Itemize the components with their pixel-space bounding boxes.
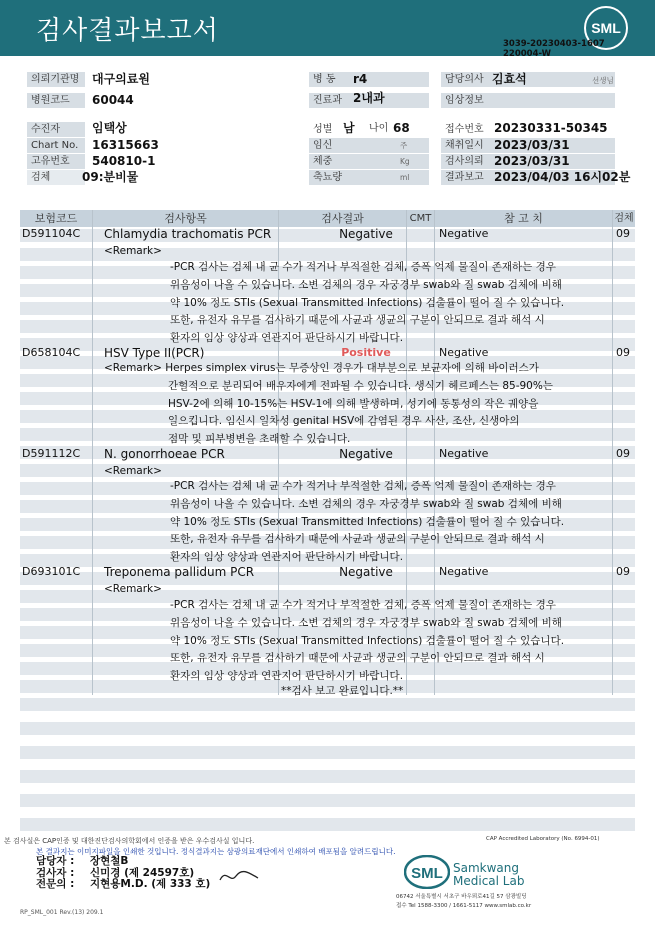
doctor-label: 담당의사: [441, 72, 615, 87]
remark-line: 약 10% 정도 STIs (Sexual Transmitted Infections) 검출률이 떨어 질 수 있습니다.: [170, 515, 565, 528]
row2-result-positive: Positive: [341, 346, 391, 359]
print-notice: 본 결과지는 이미지파일을 인쇄한 것입니다. 정식결과지는 삼광의료재단에서 인쇄하여 배포됨을 알려드립니다.: [36, 847, 396, 856]
company-contact: 접수 Tel 1588-3300 / 1661-5117 www.smlab.co.kr: [396, 903, 532, 909]
manager-role: 담당자 :: [36, 855, 75, 867]
remark-line: <Remark> Herpes simplex virus는 무증상인 경우가 대부분으로 보균자에 의해 바이러스가: [104, 362, 539, 374]
department-label: 진료과: [309, 93, 429, 108]
row3-specimen: 09: [616, 447, 630, 460]
remark-line: 또한, 유전자 유무를 검사하기 때문에 사균과 생균의 구분이 안되므로 결과 해석 시: [170, 652, 545, 665]
row-stripe: [20, 818, 635, 831]
request-date-label: 검사의뢰: [441, 154, 615, 169]
sex-value: 남: [343, 121, 355, 135]
sml-company-logo-icon: [404, 855, 450, 889]
age-label: 나이: [369, 123, 389, 134]
chart-no-label: Chart No.: [27, 138, 85, 153]
remark-line: 간헐적으로 분리되어 배우자에게 전파될 수 있습니다. 생식기 헤르페스는 85-90%는: [168, 379, 553, 392]
remark-line: 위음성이 나올 수 있습니다. 소변 검체의 경우 자궁경부 swab와 질 swab 검체에 비해: [170, 497, 562, 510]
row2-reference: Negative: [439, 346, 489, 359]
row4-specimen: 09: [616, 565, 630, 578]
row3-reference: Negative: [439, 447, 489, 460]
examiner-name: 신미경 (제 24597호): [90, 866, 195, 879]
row3-remark: [170, 478, 564, 567]
col-result: 검사결과: [279, 210, 406, 227]
row-stripe: [20, 770, 635, 783]
row1-remark: [170, 259, 564, 348]
pregnancy-unit: 주: [400, 141, 408, 150]
receipt-no-label: 접수번호: [441, 122, 615, 137]
signatures: [36, 856, 210, 891]
institution-label: 의뢰기관명: [27, 72, 85, 87]
patient-name-label: 수진자: [27, 122, 85, 137]
form-code: RP_SML_001 Rev.(13) 209.1: [20, 909, 104, 916]
receipt-no-value: 20230331-50345: [494, 121, 608, 135]
remark-line: 또한, 유전자 유무를 검사하기 때문에 사균과 생균의 구분이 안되므로 결과 해석 시: [170, 533, 545, 546]
hospital-code-value: 60044: [92, 93, 134, 107]
remark-line: -PCR 검사는 검체 내 균 수가 적거나 부적절한 검체, 증폭 억제 물질이 존재하는 경우: [170, 599, 556, 611]
document-id: [503, 39, 605, 59]
row4-result: Negative: [339, 565, 393, 579]
remark-line: 점막 및 피부병변을 초래할 수 있습니다.: [168, 433, 351, 446]
company-logo-text: SML: [411, 865, 443, 882]
clinical-info-label: 임상정보: [441, 93, 615, 108]
request-date-value: 2023/03/31: [494, 154, 570, 168]
examiner-role: 검사자 :: [36, 866, 75, 879]
col-test-item: 검사항목: [93, 210, 278, 227]
company-name-line2: Medical Lab: [453, 874, 525, 888]
specialist-role: 전문의 :: [36, 878, 75, 890]
row2-code: D658104C: [22, 346, 81, 359]
doctor-value: 김효석: [492, 72, 527, 86]
remark-line: 환자의 임상 양상과 연관지어 판단하시기 바랍니다.: [170, 551, 404, 564]
sex-label: 성별: [309, 122, 429, 137]
row4-remark-label: <Remark>: [104, 583, 162, 595]
urine-volume-label: 축뇨량: [309, 170, 429, 185]
ward-label: 병 동: [309, 72, 429, 87]
company-name: [453, 862, 524, 888]
row2-remark: [104, 360, 553, 449]
document-id-line1: 3039-20230403-1607: [503, 39, 605, 49]
remark-line: 위음성이 나올 수 있습니다. 소변 검체의 경우 자궁경부 swab와 질 swab 검체에 비해: [170, 278, 562, 291]
chart-no-value: 16315663: [92, 138, 159, 152]
remark-line: 일으킵니다. 임신시 일차성 genital HSV에 감염된 경우 사산, 조산, 신생아의: [168, 415, 520, 428]
remark-line: 약 10% 정도 STIs (Sexual Transmitted Infections) 검출률이 떨어 질 수 있습니다.: [170, 634, 565, 647]
row-stripe: [20, 698, 635, 711]
signature-mark: [218, 866, 260, 886]
row1-item: Chlamydia trachomatis PCR: [104, 227, 272, 241]
col-insurance-code: 보험코드: [20, 210, 92, 227]
company-name-line1: Samkwang: [453, 861, 519, 875]
manager-name: 장현철B: [90, 855, 129, 867]
weight-label: 체중: [309, 154, 429, 169]
remark-line: -PCR 검사는 검체 내 균 수가 적거나 부적절한 검체, 증폭 억제 물질이 존재하는 경우: [170, 480, 556, 492]
weight-unit: Kg: [400, 157, 410, 166]
remark-line: HSV-2에 의해 10-15%는 HSV-1에 의해 발생하며, 성기에 동통성의 작은 궤양을: [168, 397, 539, 410]
row4-code: D693101C: [22, 565, 81, 578]
logo-text: SML: [591, 20, 621, 36]
specimen-value: 09:분비물: [82, 170, 139, 184]
row-stripe: [20, 722, 635, 735]
row1-remark-label: <Remark>: [104, 245, 162, 257]
column-divider: [92, 210, 93, 695]
collection-date-label: 채취일시: [441, 138, 615, 153]
urine-volume-unit: ml: [400, 173, 410, 182]
remark-line: 또한, 유전자 유무를 검사하기 때문에 사균과 생균의 구분이 안되므로 결과 해석 시: [170, 314, 545, 327]
unique-id-label: 고유번호: [27, 154, 85, 169]
remark-line: -PCR 검사는 검체 내 균 수가 적거나 부적절한 검체, 증폭 억제 물질이 존재하는 경우: [170, 261, 556, 273]
cap-notice: 본 검사실은 CAP인증 및 대한진단검사의학회에서 인증을 받은 우수검사실 입니다.: [4, 837, 255, 845]
document-id-line2: 220004-W: [503, 49, 552, 59]
row4-reference: Negative: [439, 565, 489, 578]
row-stripe: [20, 794, 635, 807]
institution-value: 대구의료원: [92, 72, 150, 86]
cap-accreditation: CAP Accredited Laboratory (No. 6994-01): [486, 836, 600, 842]
col-cmt: CMT: [407, 210, 434, 227]
report-complete-text: **검사 보고 완료입니다.**: [281, 685, 404, 697]
row4-remark: [170, 597, 564, 686]
ward-value: r4: [353, 72, 368, 86]
doctor-suffix: 선생님: [592, 76, 614, 85]
hospital-code-label: 병원코드: [27, 93, 85, 108]
row2-item: HSV Type II(PCR): [104, 346, 205, 360]
row1-reference: Negative: [439, 227, 489, 240]
row1-specimen: 09: [616, 227, 630, 240]
row3-code: D591112C: [22, 447, 81, 460]
specimen-label: 검체: [27, 170, 85, 185]
remark-line: 환자의 임상 양상과 연관지어 판단하시기 바랍니다.: [170, 332, 404, 345]
row1-result: Negative: [339, 227, 393, 241]
col-specimen: 검체: [613, 210, 635, 227]
row-stripe: [20, 746, 635, 759]
patient-name-value: 임택상: [92, 121, 127, 135]
row3-result: Negative: [339, 447, 393, 461]
pregnancy-label: 임신: [309, 138, 429, 153]
report-date-value: 2023/04/03 16시02분: [494, 170, 631, 184]
report-date-label: 결과보고: [441, 170, 615, 185]
age-value: 68: [393, 121, 410, 135]
remark-line: 환자의 임상 양상과 연관지어 판단하시기 바랍니다.: [170, 670, 404, 683]
column-divider: [612, 210, 613, 695]
remark-line: 약 10% 정도 STIs (Sexual Transmitted Infections) 검출률이 떨어 질 수 있습니다.: [170, 296, 565, 309]
row3-item: N. gonorrhoeae PCR: [104, 447, 225, 461]
row2-specimen: 09: [616, 346, 630, 359]
unique-id-value: 540810-1: [92, 154, 156, 168]
report-title: 검사결과보고서: [36, 16, 219, 46]
collection-date-value: 2023/03/31: [494, 138, 570, 152]
specialist-name: 지현용M.D. (제 333 호): [90, 878, 211, 890]
col-reference: 참 고 치: [435, 210, 612, 227]
remark-line: 위음성이 나올 수 있습니다. 소변 검체의 경우 자궁경부 swab와 질 swab 검체에 비해: [170, 616, 562, 629]
company-address: 06742 서울특별시 서초구 바우뫼로41길 57 삼광빌딩: [396, 894, 527, 900]
row4-item: Treponema pallidum PCR: [104, 565, 255, 579]
department-value: 2내과: [353, 91, 385, 105]
row1-code: D591104C: [22, 227, 81, 240]
row3-remark-label: <Remark>: [104, 465, 162, 477]
